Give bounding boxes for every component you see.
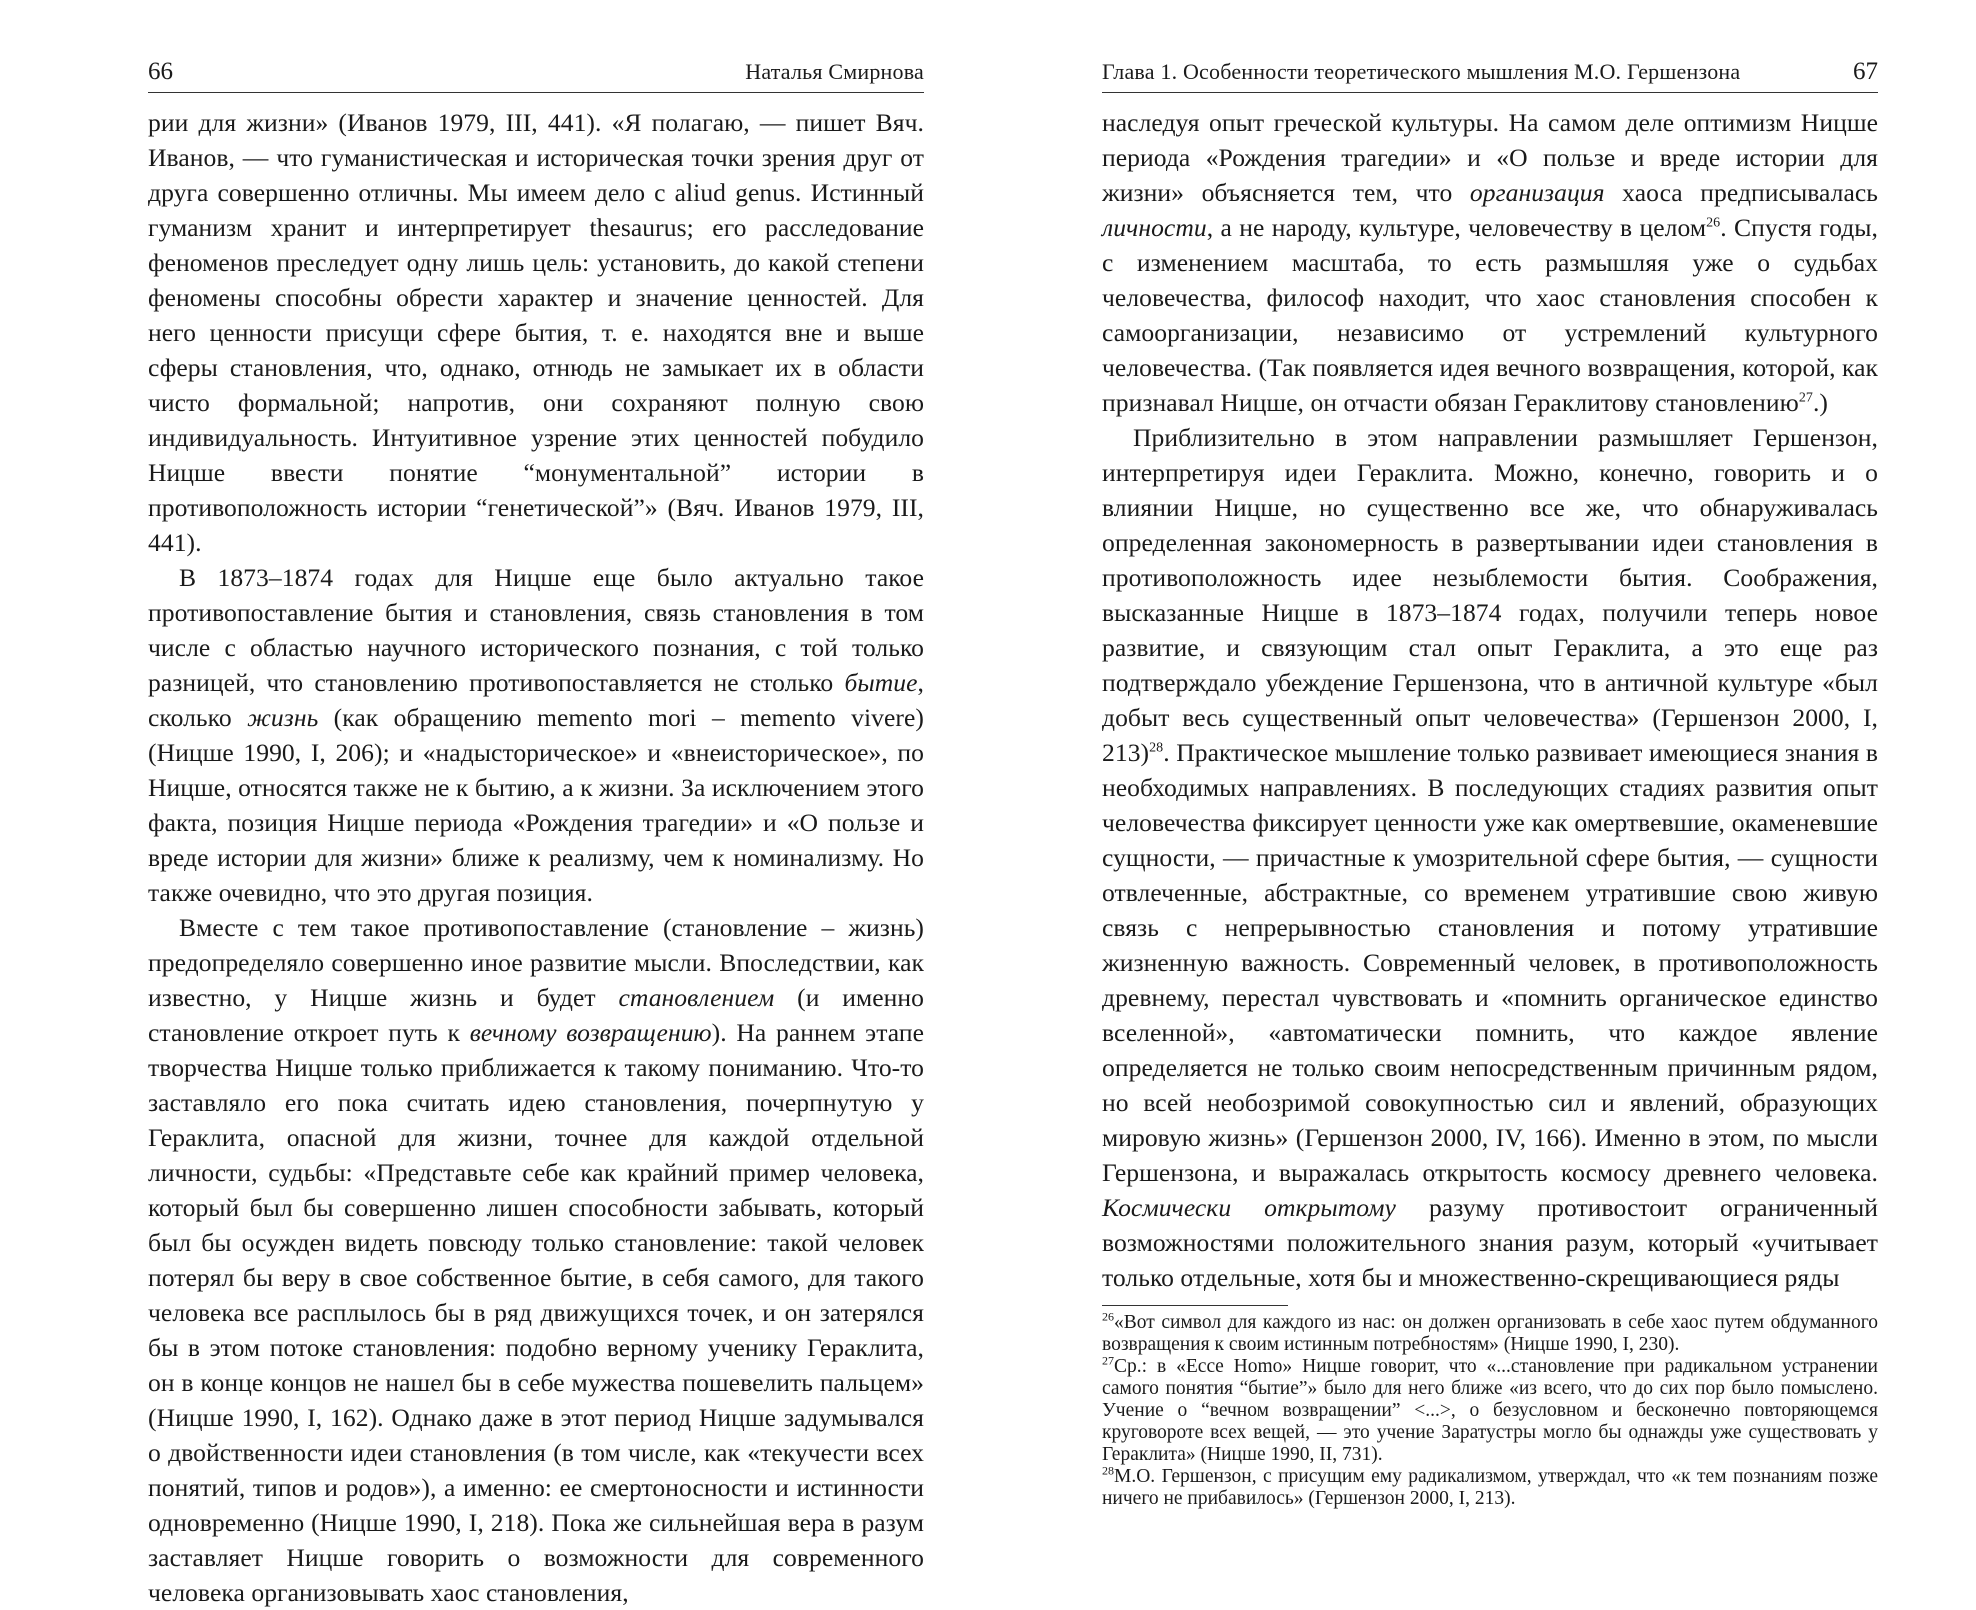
text-run: , а не народу, культуре, человечеству в целом	[1206, 213, 1707, 242]
paragraph	[148, 910, 924, 1610]
footnote-text: «Вот символ для каждого из нас: он должен организовать в себе хаос путем обдуманного возвращения к своим истинным потребностям» (Ницше 1990, I, 230).	[1102, 1312, 1878, 1355]
footnote-item	[1102, 1309, 1878, 1356]
footnote-reference: 28	[1149, 740, 1164, 756]
text-run: В 1873–1874 годах для Ницше еще было актуально такое противопоставление бытия и становления, связь становления в том числе с областью научного исторического познания, с той только разницей, что становлению противопоставляется не столько	[148, 563, 924, 697]
footnotes	[1102, 1309, 1878, 1510]
text-run: Приблизительно в этом направлении размышляет Гершензон, интерпретируя идеи Гераклита. Можно, конечно, говорить и о влиянии Ницше, но существенно все же, что обнаруживалась определенная закономерность в развертывании идеи становления в противоположность идее незыблемости бытия. Соображения, высказанные Ницше в 1873–1874 годах, получили теперь новое развитие, и связующим стал опыт Гераклита, а это еще раз подтверждало убеждение Гершензона, что в античной культуре «был добыт весь существенный опыт человечества» (Гершензон 2000, I, 213)	[1102, 423, 1878, 767]
page-number: 67	[1853, 58, 1878, 85]
left-page	[148, 58, 924, 1610]
italic-text: вечному возвращению	[469, 1018, 712, 1047]
text-run: (и именно становление откроет путь к	[148, 983, 924, 1047]
right-page	[1102, 58, 1878, 1510]
running-head-right	[1102, 58, 1878, 93]
footnote-text: М.О. Гершензон, с присущим ему радикализмом, утверждал, что «к тем познаниям позже ничего не прибавилось» (Гершензон 2000, I, 213).	[1102, 1466, 1878, 1509]
text-run: , сколько	[148, 668, 924, 732]
paragraph	[148, 560, 924, 910]
italic-text: личности	[1102, 213, 1207, 242]
text-run: рии для жизни» (Иванов 1979, III, 441). «Я полагаю, — пишет Вяч. Иванов, — что гуманистическая и историческая точки зрения друг от друга совершенно отличны. Мы имеем дело с aliud genus. Истинный гуманизм хранит и интерпретирует thesaurus; его расследование феноменов преследует одну лишь цель: установить, до какой степени феномены способны обрести характер и значение ценностей. Для него ценности присущи сфере бытия, т. е. находятся вне и выше сферы становления, что, однако, отнюдь не замыкает их в области чисто формальной; напротив, они сохраняют полную свою индивидуальность. Интуитивное узрение этих ценностей побудило Ницше ввести понятие “монументальной” истории в противоположность истории “генетической”» (Вяч. Иванов 1979, III, 441).	[148, 108, 924, 557]
paragraph	[1102, 420, 1878, 1295]
footnote-reference: 27	[1798, 390, 1813, 406]
left-body-text	[148, 105, 924, 1610]
text-run: ). На раннем этапе творчества Ницше только приближается к такому пониманию. Что-то заставляло его пока считать идею становления, почерпнутую у Гераклита, опасной для жизни, точнее для каждой отдельной личности, судьбы: «Представьте себе как крайний пример человека, который был бы совершенно лишен способности забывать, который был бы осужден видеть повсюду только становление: такой человек потерял бы веру в свое собственное бытие, в себя самого, для такого человека все расплылось бы в ряд движущихся точек, и он затерялся бы в этом потоке становления: подобно верному ученику Гераклита, он в конце концов не нашел бы в себе мужества пошевелить пальцем» (Ницше 1990, I, 162). Однако даже в этот период Ницше задумывался о двойственности идеи становления (в том числе, как «текучести всех понятий, типов и родов»), а именно: ее смертоносности и истинности одновременно (Ницше 1990, I, 218). Пока же сильнейшая вера в разум заставляет Ницше говорить о возможности для современного человека организовывать хаос становления,	[148, 1018, 924, 1607]
footnote-mark: 27	[1102, 1353, 1114, 1368]
italic-text: жизнь	[247, 703, 319, 732]
footnote-mark: 28	[1102, 1463, 1114, 1478]
right-body-text	[1102, 105, 1878, 1295]
text-run: разуму противостоит ограниченный возможностями положительного знания разум, который «учитывает только отдельные, хотя бы и множественно-скрещивающиеся ряды	[1102, 1193, 1879, 1292]
italic-text: Космически открытому	[1102, 1193, 1396, 1222]
italic-text: бытие	[844, 668, 918, 697]
text-run: (как обращению memento mori – memento vivere) (Ницше 1990, I, 206); и «надысторическое» и «внеисторическое», по Ницше, относятся также не к бытию, а к жизни. За исключением этого факта, позиция Ницше периода «Рождения трагедии» и «О пользе и вреде истории для жизни» ближе к реализму, чем к номинализму. Но также очевидно, что это другая позиция.	[148, 703, 924, 907]
footnote-text: Ср.: в «Ecce Homo» Ницше говорит, что «...становление при радикальном устранении самого понятия “бытие”» было для него ближе «из всего, что до сих пор было помыслено. Учение о “вечном возвращении” <...>, о безусловном и бесконечно повторяющемся круговороте всех вещей, — это учение Заратустры могло бы однажды уже существовать у Гераклита» (Ницше 1990, II, 731).	[1102, 1356, 1878, 1465]
running-head-author: Наталья Смирнова	[745, 59, 924, 84]
text-run: . Спустя годы, с изменением масштаба, то есть размышляя уже о судьбах человечества, философ находит, что хаос становления способен к самоорганизации, независимо от устремлений культурного человечества. (Так появляется идея вечного возвращения, которой, как признавал Ницше, он отчасти обязан Гераклитову становлению	[1102, 213, 1878, 417]
text-run: хаоса предписывалась	[1604, 178, 1878, 207]
running-head-chapter: Глава 1. Особенности теоретического мышления М.О. Гершензона	[1102, 59, 1741, 84]
text-run: наследуя опыт греческой культуры. На самом деле оптимизм Ницше периода «Рождения трагедии» и «О пользе и вреде истории для жизни» объясняется тем, что	[1102, 108, 1878, 207]
text-run: .)	[1812, 388, 1828, 417]
italic-text: становлением	[618, 983, 775, 1012]
footnote-reference: 26	[1706, 215, 1721, 231]
footnote-item	[1102, 1463, 1878, 1510]
text-run: . Практическое мышление только развивает имеющиеся знания в необходимых направлениях. В последующих стадиях развития опыт человечества фиксирует ценности уже как омертвевшие, окаменевшие сущности, — причастные к умозрительной сфере бытия, — сущности отвлеченные, абстрактные, со временем утратившие свою живую связь с непрерывностью становления и потому утратившие жизненную важность. Современный человек, в противоположность древнему, перестал чувствовать и «помнить органическое единство вселенной», «автоматически помнить, что каждое явление определяется не только своим непосредственным причинным рядом, но всей необозримой совокупностью сил и явлений, образующих мировую жизнь» (Гершензон 2000, IV, 166). Именно в этом, по мысли Гершензона, и выражалась открытость космосу древнего человека.	[1102, 738, 1878, 1187]
running-head-left	[148, 58, 924, 93]
italic-text: организация	[1469, 178, 1605, 207]
paragraph	[148, 105, 924, 560]
footnote-divider	[1102, 1305, 1288, 1306]
footnote-mark: 26	[1102, 1309, 1114, 1324]
text-run: Вместе с тем такое противопоставление (становление – жизнь) предопределяло совершенно иное развитие мысли. Впоследствии, как известно, у Ницше жизнь и будет	[148, 913, 924, 1012]
page-number: 66	[148, 58, 173, 85]
paragraph	[1102, 105, 1878, 420]
footnote-item	[1102, 1353, 1878, 1466]
